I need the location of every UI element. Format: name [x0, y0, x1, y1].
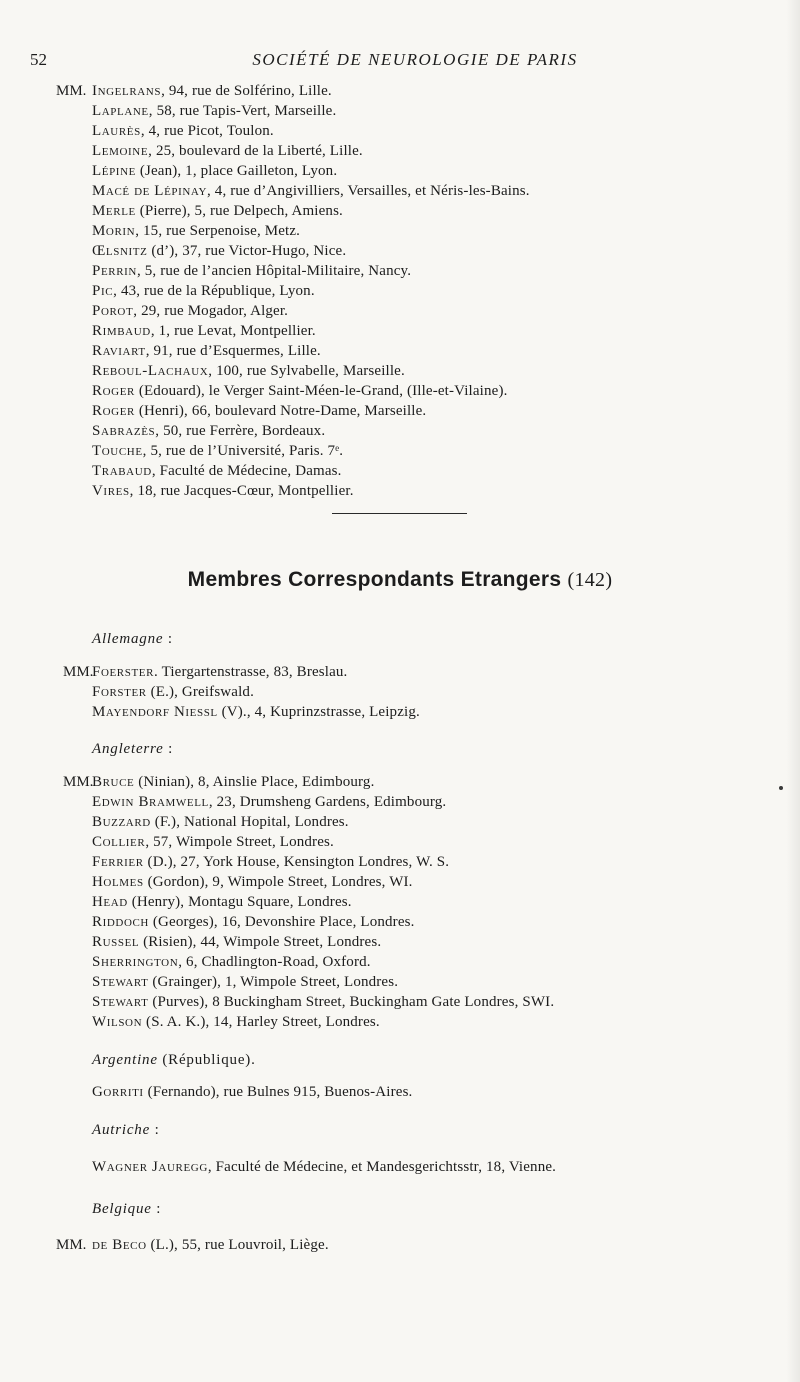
list-item: [92, 441, 343, 462]
page-number: 52: [30, 50, 47, 69]
member-name: Ferrier: [92, 854, 144, 870]
list-item: [92, 772, 374, 793]
list-item: [92, 241, 346, 262]
mm-prefix: MM.: [56, 1237, 87, 1253]
member-name: Laplane: [92, 103, 149, 119]
member-address: (Risien), 44, Wimpole Street, Londres.: [139, 934, 382, 950]
country-suffix: :: [151, 1201, 162, 1217]
member-address: (Fernando), rue Bulnes 915, Buenos-Aires.: [143, 1084, 413, 1100]
member-name: Holmes: [92, 874, 144, 890]
member-address: , 18, rue Jacques-Cœur, Montpellier.: [129, 483, 354, 499]
member-address: (Gordon), 9, Wimpole Street, Londres, WI.: [143, 874, 413, 890]
list-item: [92, 812, 349, 833]
list-item: [92, 321, 316, 342]
member-name: Perrin: [92, 263, 137, 279]
member-name: Roger: [92, 403, 135, 419]
ink-speck: [779, 786, 783, 790]
member-address: (Jean), 1, place Gailleton, Lyon.: [135, 163, 338, 179]
list-item: [92, 181, 530, 202]
member-address: , 50, rue Ferrère, Bordeaux.: [155, 423, 326, 439]
list-item: [92, 1235, 329, 1256]
country-heading: [92, 1052, 256, 1069]
list-item: [92, 121, 274, 142]
member-name: Collier: [92, 834, 146, 850]
member-address: (Edouard), le Verger Saint-Méen-le-Grand, (Ille-et-Vilaine).: [134, 383, 508, 399]
member-name: Edwin Bramwell: [92, 794, 209, 810]
list-item: [92, 421, 325, 442]
member-name: Œlsnitz: [92, 243, 148, 259]
country-name: Autriche: [92, 1122, 151, 1138]
list-item: [92, 792, 446, 813]
member-name: Foerster: [92, 664, 155, 680]
list-item: [92, 201, 343, 222]
list-item: [92, 381, 508, 402]
member-address: , 43, rue de la République, Lyon.: [113, 283, 315, 299]
list-item: [92, 221, 300, 242]
member-address: , 58, rue Tapis-Vert, Marseille.: [148, 103, 337, 119]
mm-prefix: MM.: [63, 774, 94, 790]
member-name: Stewart: [92, 974, 149, 990]
member-address: , 29, rue Mogador, Alger.: [133, 303, 289, 319]
member-name: Rimbaud: [92, 323, 151, 339]
member-name: Sherrington: [92, 954, 179, 970]
member-address: , 100, rue Sylvabelle, Marseille.: [208, 363, 405, 379]
member-name: Merle: [92, 203, 136, 219]
list-item: [92, 892, 352, 913]
member-address: (Grainger), 1, Wimpole Street, Londres.: [148, 974, 399, 990]
member-address: , 4, rue Picot, Toulon.: [140, 123, 274, 139]
list-item: [92, 992, 554, 1013]
member-name: Mayendorf Niessl: [92, 704, 218, 720]
list-item: [92, 852, 449, 873]
list-item: [92, 1157, 556, 1178]
country-name: Belgique: [92, 1201, 152, 1217]
member-address: , 4, rue d’Angivilliers, Versailles, et Néris-les-Bains.: [207, 183, 530, 199]
country-name: Argentine: [92, 1052, 158, 1068]
list-item: [92, 832, 334, 853]
member-name: Touche: [92, 443, 143, 459]
member-address: (Henri), 66, boulevard Notre-Dame, Marseille.: [134, 403, 427, 419]
member-name: de Beco: [92, 1237, 147, 1253]
list-item: [92, 81, 332, 102]
member-name: Raviart: [92, 343, 146, 359]
member-name: Reboul-Lachaux: [92, 363, 209, 379]
list-item: [92, 481, 354, 502]
list-item: [92, 912, 415, 933]
member-name: Vires: [92, 483, 130, 499]
member-address: , Faculté de Médecine, et Mandesgerichtsstr, 18, Vienne.: [207, 1159, 557, 1175]
list-item: [92, 141, 363, 162]
member-address: , Faculté de Médecine, Damas.: [151, 463, 342, 479]
list-item: [92, 401, 426, 422]
country-suffix: :: [163, 631, 173, 647]
member-address: , 91, rue d’Esquermes, Lille.: [145, 343, 321, 359]
list-item: [92, 461, 342, 482]
member-name: Buzzard: [92, 814, 151, 830]
list-item: [92, 161, 337, 182]
member-name: Lemoine: [92, 143, 149, 159]
member-address: (D.), 27, York House, Kensington Londres, W. S.: [143, 854, 450, 870]
country-heading: [92, 1122, 160, 1139]
section-title: Membres Correspondants Etrangers: [187, 568, 562, 591]
member-name: Bruce: [92, 774, 135, 790]
member-address: , 5, rue de l’ancien Hôpital-Militaire, Nancy.: [136, 263, 412, 279]
member-address: , 1, rue Levat, Montpellier.: [150, 323, 316, 339]
member-name: Riddoch: [92, 914, 149, 930]
member-address: (F.), National Hopital, Londres.: [150, 814, 349, 830]
country-heading: [92, 631, 173, 648]
member-name: Stewart: [92, 994, 149, 1010]
member-address: , 23, Drumsheng Gardens, Edimbourg.: [208, 794, 447, 810]
member-address: (Georges), 16, Devonshire Place, Londres.: [148, 914, 415, 930]
list-item: [92, 682, 254, 703]
list-item: [92, 341, 321, 362]
member-address: , 94, rue de Solférino, Lille.: [161, 83, 332, 99]
list-item: [92, 261, 411, 282]
list-item: [92, 361, 405, 382]
list-item: [92, 301, 288, 322]
member-name: Forster: [92, 684, 147, 700]
section-heading: [0, 568, 800, 592]
member-address: (E.), Greifswald.: [146, 684, 254, 700]
member-address: , 25, boulevard de la Liberté, Lille.: [148, 143, 363, 159]
member-address: . Tiergartenstrasse, 83, Breslau.: [154, 664, 348, 680]
list-item: [92, 872, 413, 893]
member-address: (V)., 4, Kuprinzstrasse, Leipzig.: [217, 704, 420, 720]
running-head: [30, 50, 800, 74]
member-name: Laurès: [92, 123, 141, 139]
list-item: [92, 662, 347, 683]
country-name: Angleterre: [92, 741, 164, 757]
member-address: , 57, Wimpole Street, Londres.: [145, 834, 334, 850]
list-item: [92, 952, 371, 973]
member-name: Gorriti: [92, 1084, 144, 1100]
list-item: [92, 281, 315, 302]
page-edge-shadow: [786, 0, 800, 1382]
member-address: , 5, rue de l’Université, Paris. 7ᵉ.: [142, 443, 344, 459]
member-name: Macé de Lépinay: [92, 183, 207, 199]
country-suffix: :: [163, 741, 174, 757]
country-suffix: (République).: [157, 1052, 256, 1068]
member-address: (Purves), 8 Buckingham Street, Buckingham Gate Londres, SWI.: [148, 994, 555, 1010]
member-name: Ingelrans: [92, 83, 162, 99]
section-count: (142): [567, 569, 613, 591]
member-name: Russel: [92, 934, 140, 950]
member-name: Roger: [92, 383, 135, 399]
list-item: [92, 702, 420, 723]
member-name: Pic: [92, 283, 114, 299]
list-item: [92, 972, 398, 993]
list-item: [92, 1082, 412, 1103]
country-heading: [92, 1201, 161, 1218]
member-address: , 15, rue Serpenoise, Metz.: [135, 223, 301, 239]
member-address: (Ninian), 8, Ainslie Place, Edimbourg.: [134, 774, 375, 790]
member-name: Sabrazès: [92, 423, 156, 439]
member-address: , 6, Chadlington-Road, Oxford.: [178, 954, 371, 970]
country-name: Allemagne: [92, 631, 164, 647]
member-name: Lépine: [92, 163, 136, 179]
member-name: Trabaud: [92, 463, 152, 479]
running-title: SOCIÉTÉ DE NEUROLOGIE DE PARIS: [252, 50, 578, 69]
list-item: [92, 1012, 380, 1033]
list-item: [92, 932, 381, 953]
member-name: Wagner Jauregg: [92, 1159, 208, 1175]
section-divider: [332, 513, 467, 514]
member-name: Head: [92, 894, 128, 910]
country-suffix: :: [150, 1122, 160, 1138]
member-name: Morin: [92, 223, 136, 239]
member-address: (L.), 55, rue Louvroil, Liège.: [146, 1237, 329, 1253]
member-address: (S. A. K.), 14, Harley Street, Londres.: [142, 1014, 380, 1030]
mm-prefix: MM.: [63, 664, 94, 680]
country-heading: [92, 741, 173, 758]
member-name: Wilson: [92, 1014, 143, 1030]
list-item: [92, 101, 336, 122]
member-address: (d’), 37, rue Victor-Hugo, Nice.: [147, 243, 347, 259]
member-address: (Henry), Montagu Square, Londres.: [127, 894, 352, 910]
mm-prefix: MM.: [56, 83, 87, 99]
member-name: Porot: [92, 303, 134, 319]
member-address: (Pierre), 5, rue Delpech, Amiens.: [135, 203, 343, 219]
